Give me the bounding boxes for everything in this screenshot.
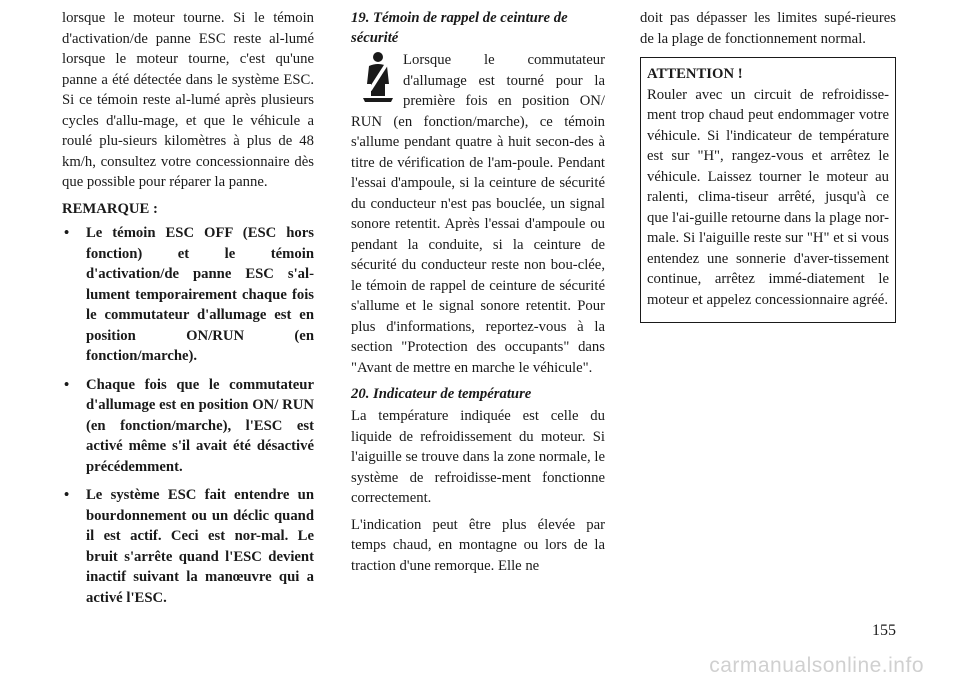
- column-middle: [351, 8, 605, 582]
- page-number: 155: [872, 622, 896, 639]
- esc-paragraph: lorsque le moteur tourne. Si le témoin d'activation/de panne ESC reste al-lumé lorsque le moteur tourne, c'est qu'une panne a été détectée dans le système ESC. Si ce témoin reste al-lumé après plusieurs cycles d'allu-mage, et que le véhicule a roulé plu-sieurs kilomètres à plus de 48 km/h, consultez votre concessionnaire dès que possible pour réparer la panne.: [62, 10, 314, 190]
- warning-text: Rouler avec un circuit de refroidisse-ment trop chaud peut endommager votre véhicule. Si l'indicateur de température est sur "H", rangez-vous et arrêtez le véhicule. Laissez tourner le moteur au ralenti, clima-tiseur arrêté, jusqu'à ce que l'ai-guille retourne dans la plage nor-male. Si l'aiguille reste sur "H" et si vous entendez une sonnerie d'aver-tissement continue, arrêtez immé-diatement le moteur et appelez concessionnaire agréé.: [647, 86, 889, 308]
- continuation-text: doit pas dépasser les limites supé-rieures de la plage de fonctionnement normal.: [640, 10, 896, 47]
- column-left: [62, 8, 314, 616]
- seatbelt-reminder-icon: [359, 50, 397, 108]
- section-19-body: [351, 50, 605, 384]
- note-bullet: • Le témoin ESC OFF (ESC hors fonction) et le témoin d'activation/de panne ESC s'al-lument temporairement chaque fois le commutateur d'allumage est en position ON/RUN (en fonction/marche).: [62, 223, 314, 367]
- section-19-text: Lorsque le commutateur d'allumage est tourné pour la première fois en position ON/ RUN (en fonction/marche), ce témoin s'allume pendant quatre à huit secon-des à titre de vérification de l'am-poule. Pendant l'essai d'ampoule, si la ceinture de sécurité du conducteur n'est pas bouclée, un signal sonore retentit. Après l'essai d'ampoule ou pendant la conduite, si la ceinture de sécurité du conducteur reste non bou-clée, le témoin de rappel de ceinture de sécurité s'allume et le signal sonore retentit. Pour plus d'informations, reportez-vous à la section "Protection des occupants" dans "Avant de mettre en marche le véhicule".: [351, 52, 605, 376]
- column-right: [640, 8, 896, 323]
- watermark: carmanualsonline.info: [709, 654, 924, 677]
- section-20-text-2: L'indication peut être plus élevée par temps chaud, en montagne ou lors de la traction d'une remorque. Elle ne: [351, 516, 605, 574]
- note-bullets: [62, 223, 314, 608]
- section-19-heading: 19. Témoin de rappel de ceinture de sécurité: [351, 10, 568, 46]
- section-20-text-1: La température indiquée est celle du liquide de refroidissement du moteur. Si l'aiguille se trouve dans la zone normale, le système de refroidisse-ment fonctionne correctement.: [351, 408, 605, 506]
- note-bullet: • Le système ESC fait entendre un bourdonnement ou un déclic quand il est actif. Ceci est nor-mal. Le bruit s'arrête quand l'ESC devient inactif suivant la manœuvre qui a activé l'ESC.: [62, 485, 314, 608]
- note-bullet: • Chaque fois que le commutateur d'allumage est en position ON/ RUN (en fonction/marche), l'ESC est activé même s'il avait été désactivé précédemment.: [62, 375, 314, 478]
- warning-box: [640, 57, 896, 323]
- note-label: REMARQUE :: [62, 200, 158, 217]
- section-20-heading: 20. Indicateur de température: [351, 386, 532, 402]
- warning-title: ATTENTION !: [647, 66, 743, 82]
